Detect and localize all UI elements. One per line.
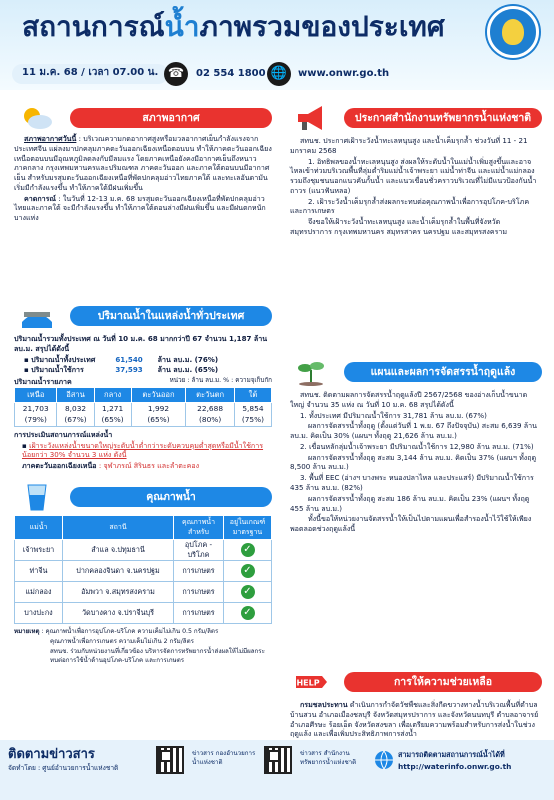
- page-header: [0, 0, 554, 90]
- assistance-section-header: [284, 668, 546, 696]
- storage-unit: ล้าน ลบ.ม. (76%): [157, 354, 219, 364]
- regional-label: ปริมาณน้ำรายภาค: [14, 377, 72, 387]
- region-header: อีสาน: [57, 387, 94, 402]
- dryseason-section-header: [284, 358, 546, 386]
- dryseason-heading: แผนและผลการจัดสรรน้ำฤดูแล้ง: [344, 362, 542, 382]
- quality-notes: [14, 628, 272, 666]
- region-cell: [15, 403, 57, 426]
- quality-river: บางปะกง: [15, 603, 63, 624]
- date-time-box: 11 ม.ค. 68 / เวลา 07.00 น.: [12, 64, 168, 84]
- phone-icon: ☎: [164, 62, 188, 86]
- region-header: ใต้: [234, 387, 271, 402]
- region-cell: [186, 403, 235, 426]
- region-percent: (65%): [101, 414, 124, 424]
- region-value: 8,032: [64, 404, 87, 414]
- eval-region-text: : จุฬาภรณ์ สิรินธร และลำตะคอง: [96, 461, 200, 471]
- title-part-3: ภาพรวมของประเทศ: [199, 10, 445, 43]
- megaphone-icon: [294, 104, 328, 132]
- announcement-item-3: จึงขอให้เฝ้าระวังน้ำทะเลหนุนสูง และน้ำเค็มรุกล้ำในพื้นที่จังหวัดสมุทรปราการ กรุงเทพมหานคร สมุทรสาคร นครปฐม และสมุทรสงคราม: [290, 217, 508, 237]
- dryseason-p3b: ผลการจัดสรรน้ำทั้งฤดู สะสม 186 ล้าน ลบ.ม. คิดเป็น 23% (แผนฯ ทั้งฤดู 455 ล้าน ลบ.ม.): [290, 493, 530, 513]
- region-percent: (80%): [199, 414, 222, 424]
- dryseason-p2b: ผลการจัดสรรน้ำทั้งฤดู สะสม 3,144 ล้าน ลบ.ม. คิดเป็น 37% (แผนฯ ทั้งฤดู 8,500 ล้าน ลบ.ม.): [290, 452, 537, 472]
- region-percent: (65%): [147, 414, 170, 424]
- footer-compiled-by: จัดทำโดย : ศูนย์อำนวยการน้ำแห่งชาติ: [8, 764, 119, 772]
- region-value: 5,854: [242, 404, 264, 414]
- quality-row: [15, 540, 272, 561]
- weather-today-label: สภาพอากาศวันนี้: [24, 134, 77, 143]
- eval-line: ▪ เฝ้าระวังแหล่งน้ำขนาดใหญ่ระดับน้ำต่ำกว่าระดับควบคุมต่ำสุดหรือมีน้ำใช้การน้อยกว่า 30% จำนวน 3 แห่ง ดังนี้: [22, 440, 264, 460]
- qr-code-1[interactable]: [156, 746, 184, 774]
- footer-site-label: สามารถติดตามสถานการณ์น้ำได้ที่: [398, 750, 505, 759]
- note-1: : คุณภาพน้ำเพื่อการอุปโภค-บริโภค ความเค็มไม่เกิน 0.5 กรัม/ลิตร: [41, 628, 219, 636]
- weather-today-text: : บริเวณความกดอากาศสูงหรือมวลอากาศเย็นกำลังแรงจากประเทศจีน แผ่ลงมาปกคลุมภาคตะวันออกเฉียงเหนือตอนบน ทำให้ภาคตะวันออกเฉียงเหนือตอนบนมีอุณหภูมิลดลงกับมีลมแรง โดยภาคเหนือยังคงมีอากาศเย็นถึงหนาว ภาคกลาง กรุงเทพมหานครและปริมณฑล ภาคตะวันออก และภาคใต้ตอนบนมีอากาศเย็น สำหรับมรสุมตะวันออกเฉียงเหนือที่พัดปกคลุมอ่าวไทยภาคใต้ และทะเลอันดามัน เริ่มมีกำลังแรงขึ้น ทำให้ภาคใต้มีฝนเพิ่มขึ้น: [14, 134, 272, 192]
- region-header: เหนือ: [15, 387, 57, 402]
- region-header: กลาง: [94, 387, 131, 402]
- quality-river: ท่าจีน: [15, 561, 63, 582]
- reservoir-icon: [20, 302, 54, 330]
- weather-section-header: [10, 104, 276, 132]
- announcement-body: [284, 132, 546, 358]
- announcement-intro: สทนช. ประกาศเฝ้าระวังน้ำทะเลหนุนสูง และน้ำเค็มรุกล้ำ ช่วงวันที่ 11 - 21 มกราคม 2568: [290, 136, 528, 155]
- dryseason-p1: 1. ทั้งประเทศ มีปริมาณน้ำใช้การ 31,781 ล้าน ลบ.ม. (67%): [300, 410, 487, 420]
- storage-label: ปริมาณน้ำทั้งประเทศ: [31, 354, 96, 364]
- region-percent: (67%): [64, 414, 87, 424]
- quality-row: [15, 561, 272, 582]
- quality-status: [224, 561, 272, 582]
- col-station: สถานี: [63, 515, 174, 539]
- announcement-heading: ประกาศสำนักงานทรัพยากรน้ำแห่งชาติ: [344, 108, 542, 128]
- reservoir-heading: ปริมาณน้ำในแหล่งน้ำทั่วประเทศ: [70, 306, 272, 326]
- qr1-label: ข่าวสาร กองอำนวยการน้ำแห่งชาติ: [192, 750, 256, 766]
- note-label: หมายเหตุ: [14, 628, 40, 636]
- website-icon: 🌐: [267, 62, 291, 86]
- assistance-org: กรมชลประทาน: [300, 700, 348, 709]
- page-footer: [0, 740, 554, 800]
- eval-text: เฝ้าระวังแหล่งน้ำขนาดใหญ่ระดับน้ำต่ำกว่าระดับควบคุมต่ำสุดหรือมีน้ำใช้การน้อยกว่า 30% จำนวน 3 แห่ง ดังนี้: [22, 440, 264, 460]
- time-text: เวลา 07.00 น.: [88, 67, 159, 78]
- help-sign-icon: [294, 668, 328, 696]
- qr-code-2[interactable]: [264, 746, 292, 774]
- region-percent: (79%): [24, 414, 47, 424]
- col-river: แม่น้ำ: [15, 515, 63, 539]
- col-standard: คุณภาพน้ำสำหรับ: [174, 515, 224, 539]
- quality-status: [224, 540, 272, 561]
- quality-river: แม่กลอง: [15, 582, 63, 603]
- col-status: อยู่ในเกณฑ์มาตรฐาน: [224, 515, 272, 539]
- weather-body: [10, 132, 276, 302]
- info-bar: [0, 64, 554, 84]
- weather-icon: [20, 104, 54, 132]
- right-column: [284, 104, 546, 744]
- announcement-item-1: 1. อิทธิพลของน้ำทะเลหนุนสูง ส่งผลให้ระดับน้ำในแม่น้ำเพิ่มสูงขึ้นและอาจไหลเข้าท่วมบริเวณพื้นที่ลุ่มต่ำริมแม่น้ำเจ้าพระยา แม่น้ำท่าจีน และแม่น้ำแม่กลอง รวมถึงชุมชนนอกแนวคันกั้นน้ำ และแนวเขื่อนชั่วคราวบริเวณที่ไม่มีแนวป้องกันน้ำถาวร (แนวฟันหลอ): [290, 156, 537, 195]
- quality-section-header: [10, 483, 276, 511]
- page-title: [22, 8, 445, 47]
- regional-table: [14, 387, 272, 427]
- quality-status: [224, 582, 272, 603]
- quality-body: [10, 511, 276, 666]
- quality-use: การเกษตร: [174, 603, 224, 624]
- unit-note: หน่วย : ล้าน ลบ.ม. % : ความจุเก็บกัก: [169, 377, 272, 385]
- footer-site-url[interactable]: http://waterinfo.onwr.go.th: [398, 762, 512, 771]
- water-glass-icon: [20, 483, 54, 511]
- region-header: ตะวันออก: [131, 387, 186, 402]
- usable-unit: ล้าน ลบ.ม. (65%): [157, 365, 219, 375]
- region-value: 1,992: [147, 404, 170, 414]
- dryseason-p2: 2. เขื่อนหลักลุ่มน้ำเจ้าพระยา มีปริมาณน้ำใช้การ 12,980 ล้าน ลบ.ม. (71%): [300, 441, 534, 451]
- quality-row: [15, 603, 272, 624]
- reservoir-section-header: [10, 302, 276, 330]
- qr2-label: ข่าวสาร สำนักงานทรัพยากรน้ำแห่งชาติ: [300, 750, 357, 766]
- region-cell: [234, 403, 271, 426]
- quality-station: อัมพวา จ.สมุทรสงคราม: [63, 582, 174, 603]
- region-cell: [57, 403, 94, 426]
- quality-use: อุปโภค - บริโภค: [174, 540, 224, 561]
- dryseason-p1b: ผลการจัดสรรน้ำทั้งฤดู (ตั้งแต่วันที่ 1 พ.ย. 67 ถึงปัจจุบัน) สะสม 6,639 ล้าน ลบ.ม. คิดเป็น 30% (แผนฯ ทั้งฤดู 21,626 ล้าน ลบ.ม.): [290, 421, 537, 441]
- announcement-item-2: 2. เฝ้าระวังน้ำเค็มรุกล้ำส่งผลกระทบต่อคุณภาพน้ำเพื่อการอุปโภค-บริโภค และการเกษตร: [290, 196, 530, 216]
- check-icon: ✓: [241, 585, 255, 599]
- assistance-body: [284, 696, 546, 744]
- date-text: 11 ม.ค. 68: [22, 67, 78, 78]
- quality-row: [15, 582, 272, 603]
- sprout-icon: [294, 358, 328, 386]
- reservoir-usable-line: ▪ ปริมาณน้ำใช้การ 37,593 ล้าน ลบ.ม. (65%): [24, 365, 219, 375]
- weather-forecast-label: คาดการณ์: [24, 193, 57, 203]
- region-header: ตะวันตก: [186, 387, 235, 402]
- check-icon: ✓: [241, 543, 255, 557]
- globe-icon: [374, 750, 394, 770]
- region-cell: [131, 403, 186, 426]
- help-sign-text: HELP: [296, 678, 320, 688]
- quality-heading: คุณภาพน้ำ: [70, 487, 272, 507]
- dryseason-body: [284, 386, 546, 668]
- title-part-1: สถานการณ์: [22, 10, 165, 43]
- check-icon: ✓: [241, 606, 255, 620]
- title-part-2: น้ำ: [164, 10, 200, 43]
- website-link[interactable]: www.onwr.go.th: [298, 68, 390, 79]
- usable-label: ปริมาณน้ำใช้การ: [31, 365, 84, 375]
- region-value: 22,688: [197, 404, 224, 414]
- region-value: 1,271: [102, 404, 124, 414]
- region-value: 21,703: [22, 404, 49, 414]
- assistance-text: ดำเนินการกำจัดวัชพืชและสิ่งกีดขวางทางน้ำบริเวณพื้นที่ตำบลบ้านสวน อำเภอเมืองชลบุรี จังหวัดสมุทรปราการ และจังหวัดนนทบุรี ตำบลอาจารย์ อำเภอศีรษะ ร้อยเอ็ด จังหวัดสงขลา เพื่อเตรียมความพร้อมสำหรับการส่งน้ำในช่วงฤดูแล้ง และเพื่อเพิ่มประสิทธิภาพการส่งน้ำ: [290, 700, 539, 739]
- storage-value: 61,540: [115, 354, 143, 364]
- footer-follow: ติดตามข่าวสาร: [8, 747, 95, 762]
- quality-station: ปากคลองจินดา จ.นครปฐม: [63, 561, 174, 582]
- dryseason-intro: สทนช. ติดตามผลการจัดสรรน้ำฤดูแล้งปี 2567/2568 ของอ่างเก็บน้ำขนาดใหญ่ จำนวน 35 แห่ง ณ วันที่ 10 ม.ค. 68 สรุปได้ดังนี้: [290, 390, 528, 409]
- weather-forecast-text: : ในวันที่ 12-13 ม.ค. 68 มรสุมตะวันออกเฉียงเหนือที่พัดปกคลุมอ่าวไทยและภาคใต้ จะมีกำลังแรงขึ้น ทำให้ภาคใต้ตอนล่างมีฝนเพิ่มขึ้น และมีฝนตกหนักบางแห่ง: [14, 193, 266, 223]
- region-cell: [94, 403, 131, 426]
- quality-status: [224, 603, 272, 624]
- quality-station: สำแล จ.ปทุมธานี: [63, 540, 174, 561]
- region-percent: (75%): [241, 414, 265, 424]
- usable-value: 37,593: [115, 365, 143, 375]
- announcement-section-header: [284, 104, 546, 132]
- weather-heading: สภาพอากาศ: [70, 108, 272, 128]
- dryseason-p3: 3. พื้นที่ EEC (อ่างฯ บางพระ หนองปลาไหล และประแสร์) มีปริมาณน้ำใช้การ 435 ล้าน ลบ.ม. (82%): [290, 473, 534, 493]
- check-icon: ✓: [241, 564, 255, 578]
- onwr-logo: [487, 6, 539, 58]
- assistance-heading: การให้ความช่วยเหลือ: [344, 672, 542, 692]
- quality-table: [14, 515, 272, 624]
- eval-heading: การประเมินสถานการณ์แหล่งน้ำ: [14, 429, 113, 439]
- note-3: สทนช. ร่วมกับหน่วยงานที่เกี่ยวข้อง บริหารจัดการทรัพยากรน้ำส่งผลให้ไม่มีผลกระทบต่อการใช้น้ำด้านอุปโภค-บริโภค และการเกษตร: [50, 648, 265, 665]
- quality-river: เจ้าพระยา: [15, 540, 63, 561]
- reservoir-body: [10, 330, 276, 471]
- note-2: คุณภาพน้ำเพื่อการเกษตร ความเค็มไม่เกิน 2 กรัม/ลิตร: [50, 638, 194, 646]
- quality-use: การเกษตร: [174, 561, 224, 582]
- dryseason-p4: ทั้งนี้ขอให้หน่วยงานจัดสรรน้ำให้เป็นไปตามแผนเพื่อสำรองน้ำไว้ใช้ให้เพียงพอตลอดช่วงฤดูแล้งนี้: [290, 514, 532, 534]
- reservoir-intro: ปริมาณน้ำรวมทั้งประเทศ ณ วันที่ 10 ม.ค. 68 มากกว่าปี 67 จำนวน 1,187 ล้าน ลบ.ม. สรุปได้ดังนี้: [14, 334, 268, 353]
- quality-use: การเกษตร: [174, 582, 224, 603]
- left-column: [10, 104, 276, 667]
- reservoir-storage-line: ▪ ปริมาณน้ำทั้งประเทศ 61,540 ล้าน ลบ.ม. (76%): [24, 354, 219, 364]
- eval-region-label: ภาคตะวันออกเฉียงเหนือ: [22, 461, 97, 471]
- quality-station: วัดบางคาง จ.ปราจีนบุรี: [63, 603, 174, 624]
- phone-number[interactable]: 02 554 1800: [196, 68, 266, 79]
